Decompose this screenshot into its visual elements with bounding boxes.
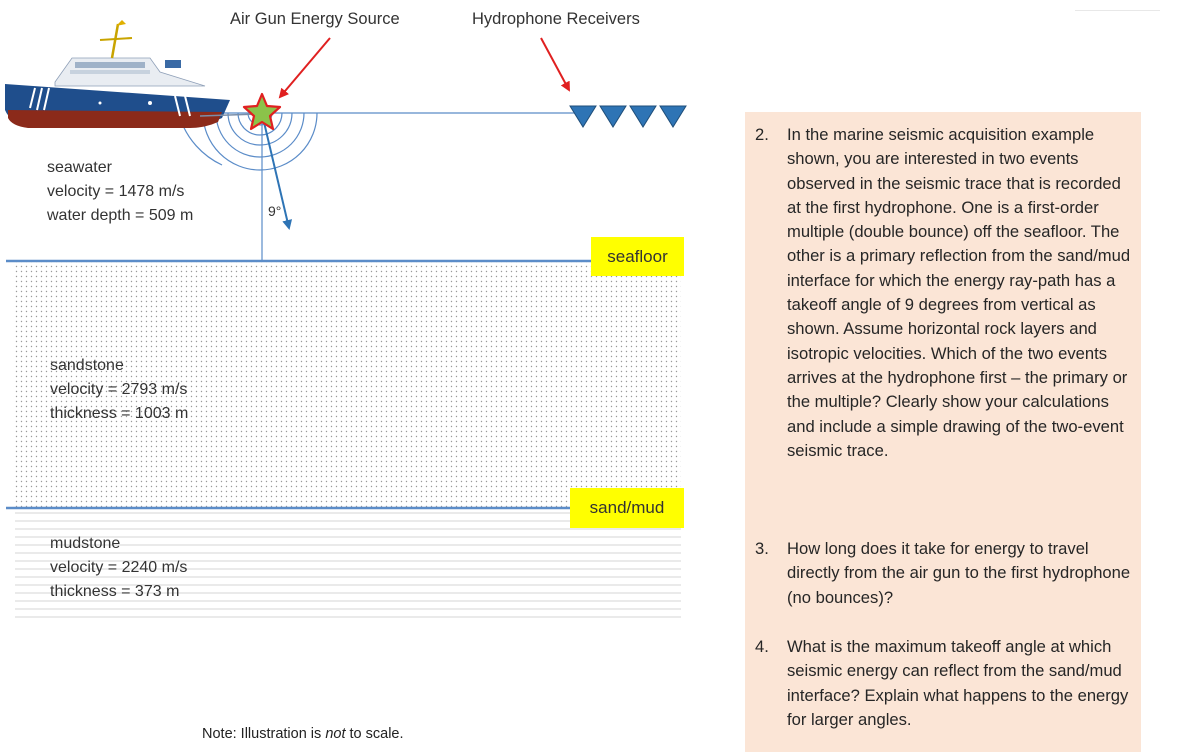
- question-number: 2.: [755, 125, 769, 144]
- seawater-name: seawater: [47, 159, 112, 176]
- air-gun-pointer-arrow: [280, 38, 330, 97]
- sandstone-thickness: thickness = 1003 m: [50, 405, 189, 422]
- hydrophone-triangle-icon: [660, 106, 686, 127]
- hydrophone-triangle-icon: [630, 106, 656, 127]
- mudstone-thickness: thickness = 373 m: [50, 583, 180, 600]
- seawater-depth: water depth = 509 m: [47, 207, 194, 224]
- hydrophone-array: [570, 106, 686, 127]
- top-divider: [1075, 10, 1160, 11]
- note-suffix: to scale.: [345, 726, 404, 742]
- note-prefix: Note: Illustration is: [202, 726, 326, 742]
- ship-icon: [5, 20, 260, 128]
- seawater-properties: [47, 156, 193, 228]
- hydrophone-triangle-icon: [570, 106, 596, 127]
- mudstone-velocity: velocity = 2240 m/s: [50, 559, 188, 576]
- air-gun-label: Air Gun Energy Source: [230, 10, 400, 28]
- question-number: 4.: [755, 637, 769, 656]
- hydrophone-triangle-icon: [600, 106, 626, 127]
- seafloor-callout: seafloor: [591, 237, 684, 276]
- questions-panel: [745, 112, 1141, 752]
- question-number: 3.: [755, 539, 769, 558]
- note-emphasis: not: [325, 726, 346, 742]
- hydrophone-receivers-label: Hydrophone Receivers: [472, 10, 640, 28]
- takeoff-angle-label: 9°: [268, 203, 282, 219]
- question-text: In the marine seismic acquisition example shown, you are interested in two events observed in the seismic trace that is recorded at the first hydrophone. One is a first-order multiple (double bounce) off the seafloor. The other is a primary reflection from the sand/mud interface for which the energy ray-path has a takeoff angle of 9 degrees from vertical as shown. Assume horizontal rock layers and isotropic velocities. Which of the two events arrives at the hydrophone first – the primary or the multiple? Clearly show your calculations and include a simple drawing of the two-event seismic trace.: [787, 125, 1131, 460]
- sandstone-properties: [50, 354, 188, 426]
- hydrophone-pointer-arrow: [541, 38, 569, 90]
- question-text: What is the maximum takeoff angle at which seismic energy can reflect from the sand/mud interface? Explain what happens to the energy for larger angles.: [787, 637, 1129, 729]
- mudstone-name: mudstone: [50, 535, 121, 552]
- sandstone-velocity: velocity = 2793 m/s: [50, 381, 188, 398]
- sand-mud-callout: sand/mud: [570, 488, 684, 528]
- scale-note: [202, 726, 404, 742]
- seawater-velocity: velocity = 1478 m/s: [47, 183, 185, 200]
- mudstone-properties: [50, 532, 187, 604]
- sandstone-name: sandstone: [50, 357, 124, 374]
- question-text: How long does it take for energy to travel directly from the air gun to the first hydrophone (no bounces)?: [787, 539, 1131, 607]
